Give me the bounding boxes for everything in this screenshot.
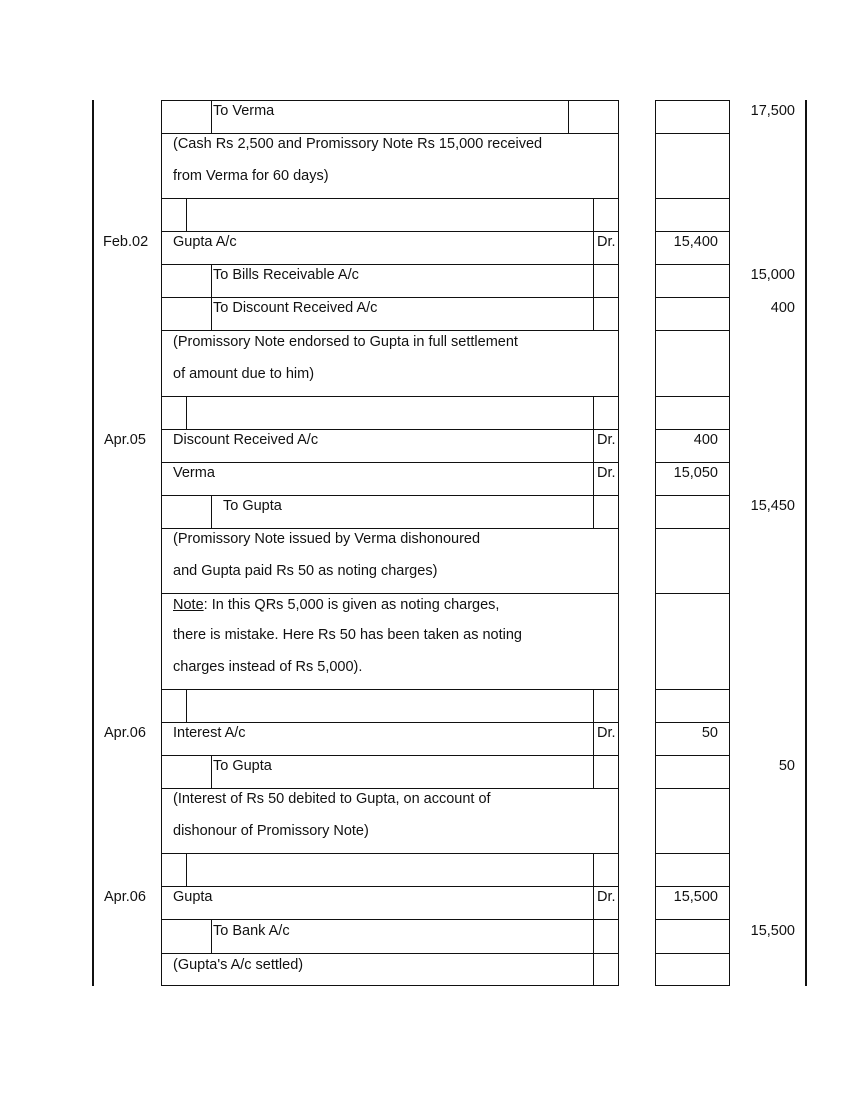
credit-amount: 15,450 [750, 498, 795, 514]
note-line: charges instead of Rs 5,000). [173, 659, 363, 675]
narration-line: (Cash Rs 2,500 and Promissory Note Rs 15,000 received [173, 136, 543, 152]
particulars-cell: To Discount Received A/c [213, 300, 378, 316]
narration-line: of amount due to him) [173, 366, 315, 382]
particulars-cell: Discount Received A/c [173, 432, 319, 448]
narration-line: (Gupta's A/c settled) [173, 957, 304, 973]
credit-amount: 17,500 [750, 103, 795, 119]
note-text: : In this QRs 5,000 is given as noting charges, [203, 597, 500, 613]
note-line: there is mistake. Here Rs 50 has been taken as noting [173, 627, 522, 643]
particulars-cell: To Gupta [213, 758, 272, 774]
narration-line: (Promissory Note endorsed to Gupta in full settlement [173, 334, 518, 350]
dr-mark: Dr. [597, 465, 616, 481]
narration-line: dishonour of Promissory Note) [173, 823, 369, 839]
particulars-cell: To Gupta [223, 498, 282, 514]
date-cell: Apr.06 [104, 725, 146, 741]
right-page-rule [805, 100, 807, 986]
credit-amount: 50 [778, 758, 795, 774]
date-cell: Apr.06 [104, 889, 146, 905]
dr-mark: Dr. [597, 725, 616, 741]
particulars-cell: Gupta [173, 889, 213, 905]
credit-amount: 15,000 [750, 267, 795, 283]
credit-amount: 400 [770, 300, 795, 316]
particulars-cell: Gupta A/c [173, 234, 237, 250]
dr-mark: Dr. [597, 234, 616, 250]
particulars-cell: To Verma [213, 103, 275, 119]
particulars-cell: To Bank A/c [213, 923, 290, 939]
particulars-cell: Verma [173, 465, 215, 481]
note-label: Note [173, 597, 204, 613]
particulars-cell: To Bills Receivable A/c [213, 267, 359, 283]
narration-line: from Verma for 60 days) [173, 168, 329, 184]
credit-amount: 15,500 [750, 923, 795, 939]
dr-mark: Dr. [597, 432, 616, 448]
narration-line: (Promissory Note issued by Verma dishonoured [173, 531, 481, 547]
debit-amount: 15,500 [673, 889, 718, 905]
note-line [173, 597, 499, 613]
narration-line: (Interest of Rs 50 debited to Gupta, on account of [173, 791, 491, 807]
date-cell: Feb.02 [103, 234, 149, 250]
date-cell: Apr.05 [104, 432, 146, 448]
narration-line: and Gupta paid Rs 50 as noting charges) [173, 563, 438, 579]
debit-amount: 400 [693, 432, 718, 448]
debit-amount: 50 [701, 725, 718, 741]
debit-amount: 15,050 [673, 465, 718, 481]
particulars-cell: Interest A/c [173, 725, 246, 741]
dr-mark: Dr. [597, 889, 616, 905]
debit-amount: 15,400 [673, 234, 718, 250]
left-page-rule [92, 100, 94, 986]
